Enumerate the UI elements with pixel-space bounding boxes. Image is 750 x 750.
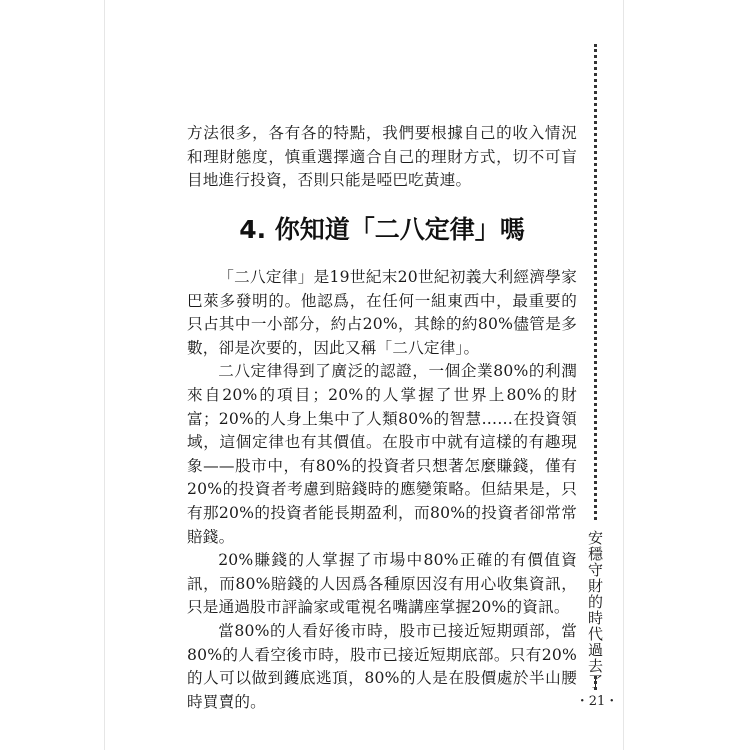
body-text-block (187, 266, 577, 714)
intro-paragraph-block (187, 122, 577, 193)
dotted-rule-top (594, 44, 597, 520)
intro-paragraph: 方法很多，各有各的特點，我們要根據自己的收入情況和理財態度，慎重選擇適合自己的理財方式，切不可盲目地進行投資，否則只能是啞巴吃黃連。 (187, 124, 577, 190)
page-number: ・21・ (575, 694, 619, 709)
body-paragraph-4: 當80%的人看好後市時，股市已接近短期頭部，當80%的人看空後市時，股市已接近短期底部。只有20%的人可以做到鑊底逃頂，80%的人是在股價處於半山腰時買賣的。 (187, 621, 577, 711)
dotted-rule-bottom (594, 676, 597, 690)
body-paragraph-1: 「二八定律」是19世紀末20世紀初義大利經濟學家巴萊多發明的。他認爲，在任何一組東西中，最重要的只占其中一小部分，約占20%，其餘的約80%儘管是多數，卻是次要的，因此又稱「二八定律」。 (187, 268, 577, 357)
body-paragraph-3: 20%賺錢的人掌握了市場中80%正確的有價值資訊，而80%賠錢的人因爲各種原因沒有用心收集資訊，只是通過股市評論家或電視名嘴講座掌握20%的資訊。 (187, 551, 577, 617)
chapter-side-title: 安穩守財的時代過去了 (586, 530, 604, 690)
body-paragraph-2: 二八定律得到了廣泛的認證，一個企業80%的利潤來自20%的項目；20%的人掌握了世界上80%的財富；20%的人身上集中了人類80%的智慧……在投資領域，這個定律也有其價值。在股市中就有這樣的有趣現象——股市中，有80%的投資者只想著怎麼賺錢，僅有20%的投資者考慮到賠錢時的應變策略。但結果是，只有那20%的投資者能長期盈利，而80%的投資者卻常常賠錢。 (187, 362, 577, 546)
section-heading: 4. 你知道「二八定律」嗎 (239, 215, 525, 244)
